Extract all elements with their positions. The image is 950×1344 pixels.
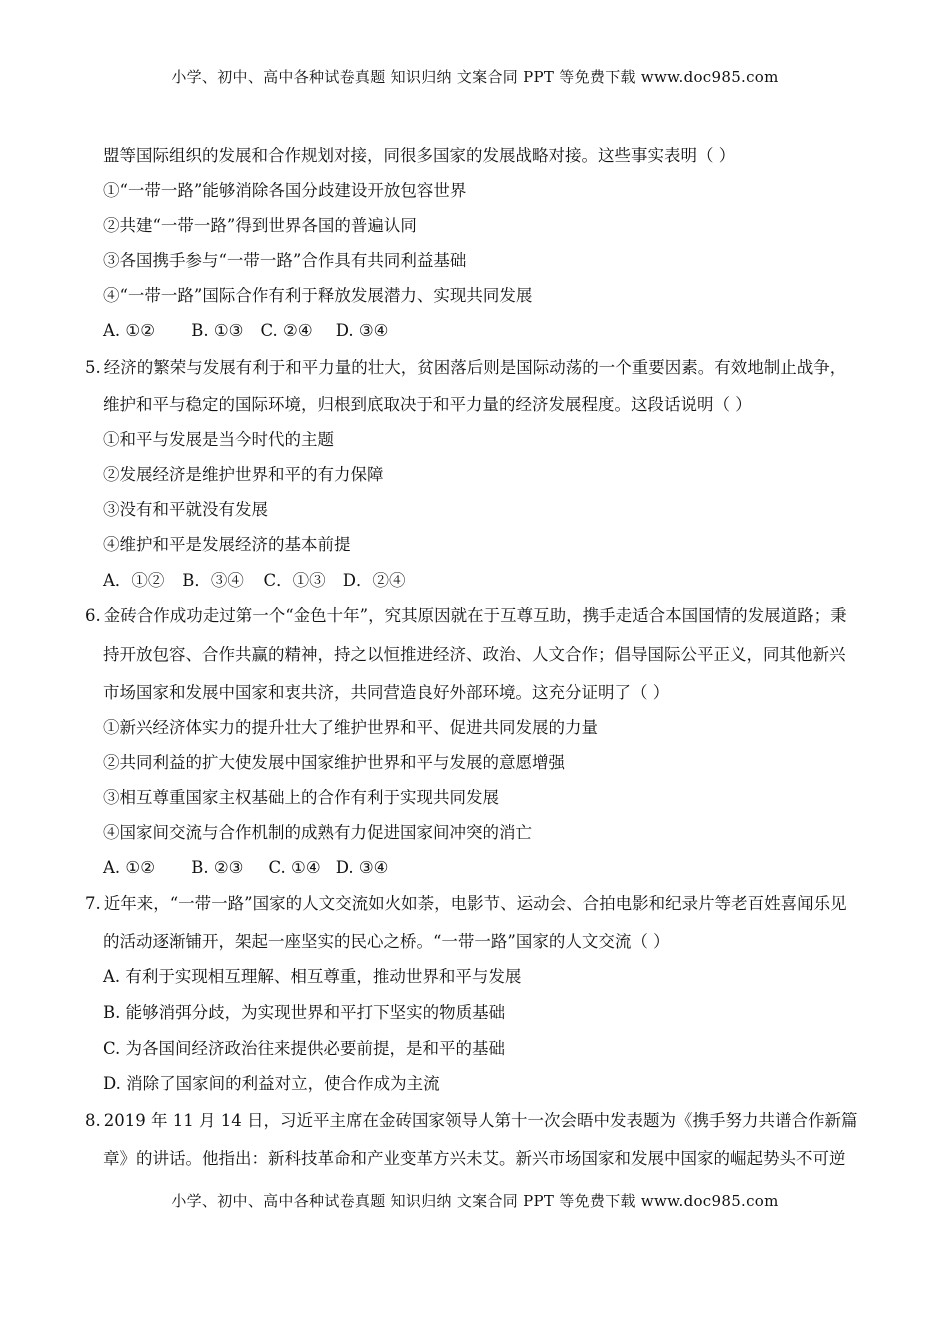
q4-option-2: ②共建“一带一路”得到世界各国的普遍认同 <box>103 216 417 235</box>
q5-stem-line-2: 维护和平与稳定的国际环境，归根到底取决于和平力量的经济发展程度。这段话说明（ ） <box>103 395 752 414</box>
q4-choice-d: D. ③④ <box>335 321 389 340</box>
q6-choice-d: D. ③④ <box>335 858 389 877</box>
q5-option-1: ①和平与发展是当今时代的主题 <box>103 430 334 449</box>
q5-option-3: ③没有和平就没有发展 <box>103 500 268 519</box>
q4-continuation: 盟等国际组织的发展和合作规划对接，同很多国家的发展战略对接。这些事实表明（ ） <box>103 146 736 165</box>
q4-choice-c: C. ②④ <box>260 321 313 340</box>
q4-choices <box>103 320 388 342</box>
q7-option-c: C. 为各国间经济政治往来提供必要前提，是和平的基础 <box>103 1039 506 1058</box>
q4-option-3: ③各国携手参与“一带一路”合作具有共同利益基础 <box>103 251 467 270</box>
q6-option-4: ④国家间交流与合作机制的成熟有力促进国家间冲突的消亡 <box>103 823 532 842</box>
q8-stem-line-2: 章》的讲话。他指出：新科技革命和产业变革方兴未艾。新兴市场国家和发展中国家的崛起势头不可逆 <box>103 1149 846 1168</box>
q6-choice-b: B. ②③ <box>191 858 244 877</box>
q4-choice-a: A. ①② <box>103 321 155 340</box>
q6-stem-line-3: 市场国家和发展中国家和衷共济，共同营造良好外部环境。这充分证明了（ ） <box>103 683 670 702</box>
q5-stem-line-1: 5. 经济的繁荣与发展有利于和平力量的壮大，贫困落后则是国际动荡的一个重要因素。有效地制止战争， <box>85 358 847 377</box>
q6-choice-a: A. ①② <box>103 858 155 877</box>
q5-choices <box>103 570 405 592</box>
q5-choice-d: D．②④ <box>342 571 406 590</box>
footer-banner: 小学、初中、高中各种试卷真题 知识归纳 文案合同 PPT 等免费下载 www.doc985.com <box>171 1192 779 1210</box>
q7-option-b: B. 能够消弭分歧，为实现世界和平打下坚实的物质基础 <box>103 1003 506 1022</box>
q7-option-a: A. 有利于实现相互理解、相互尊重，推动世界和平与发展 <box>103 967 522 986</box>
q6-option-2: ②共同利益的扩大使发展中国家维护世界和平与发展的意愿增强 <box>103 753 565 772</box>
q5-choice-b: B．③④ <box>182 571 244 590</box>
q5-choice-c: C．①③ <box>263 571 326 590</box>
q5-number: 5. <box>85 358 101 377</box>
q6-option-1: ①新兴经济体实力的提升壮大了维护世界和平、促进共同发展的力量 <box>103 718 598 737</box>
q5-choice-a: A．①② <box>103 571 165 590</box>
q6-stem-line-2: 持开放包容、合作共赢的精神，持之以恒推进经济、政治、人文合作；倡导国际公平正义，同其他新兴 <box>103 645 846 664</box>
q7-stem-line-1: 7. 近年来，“一带一路”国家的人文交流如火如荼，电影节、运动会、合拍电影和纪录片等老百姓喜闻乐见 <box>85 894 847 913</box>
q7-stem-line-2: 的活动逐渐铺开，架起一座坚实的民心之桥。“一带一路”国家的人文交流（ ） <box>103 932 670 951</box>
q6-stem-line-1: 6. 金砖合作成功走过第一个“金色十年”，究其原因就在于互尊互助，携手走适合本国国情的发展道路；秉 <box>85 606 847 625</box>
q7-option-d: D. 消除了国家间的利益对立，使合作成为主流 <box>103 1074 440 1093</box>
q6-choices <box>103 857 388 879</box>
q4-option-1: ①“一带一路”能够消除各国分歧建设开放包容世界 <box>103 181 467 200</box>
q5-option-4: ④维护和平是发展经济的基本前提 <box>103 535 351 554</box>
q6-choice-c: C. ①④ <box>268 858 321 877</box>
header-banner: 小学、初中、高中各种试卷真题 知识归纳 文案合同 PPT 等免费下载 www.doc985.com <box>171 68 779 86</box>
q8-number: 8. <box>85 1111 101 1130</box>
q6-number: 6. <box>85 606 101 625</box>
q5-option-2: ②发展经济是维护世界和平的有力保障 <box>103 465 384 484</box>
q4-option-4: ④“一带一路”国际合作有利于释放发展潜力、实现共同发展 <box>103 286 533 305</box>
q7-number: 7. <box>85 894 101 913</box>
q4-choice-b: B. ①③ <box>191 321 244 340</box>
q8-stem-line-1: 8. 2019 年 11 月 14 日，习近平主席在金砖国家领导人第十一次会晤中发表题为《携手努力共谱合作新篇 <box>85 1111 858 1130</box>
q6-option-3: ③相互尊重国家主权基础上的合作有利于实现共同发展 <box>103 788 499 807</box>
